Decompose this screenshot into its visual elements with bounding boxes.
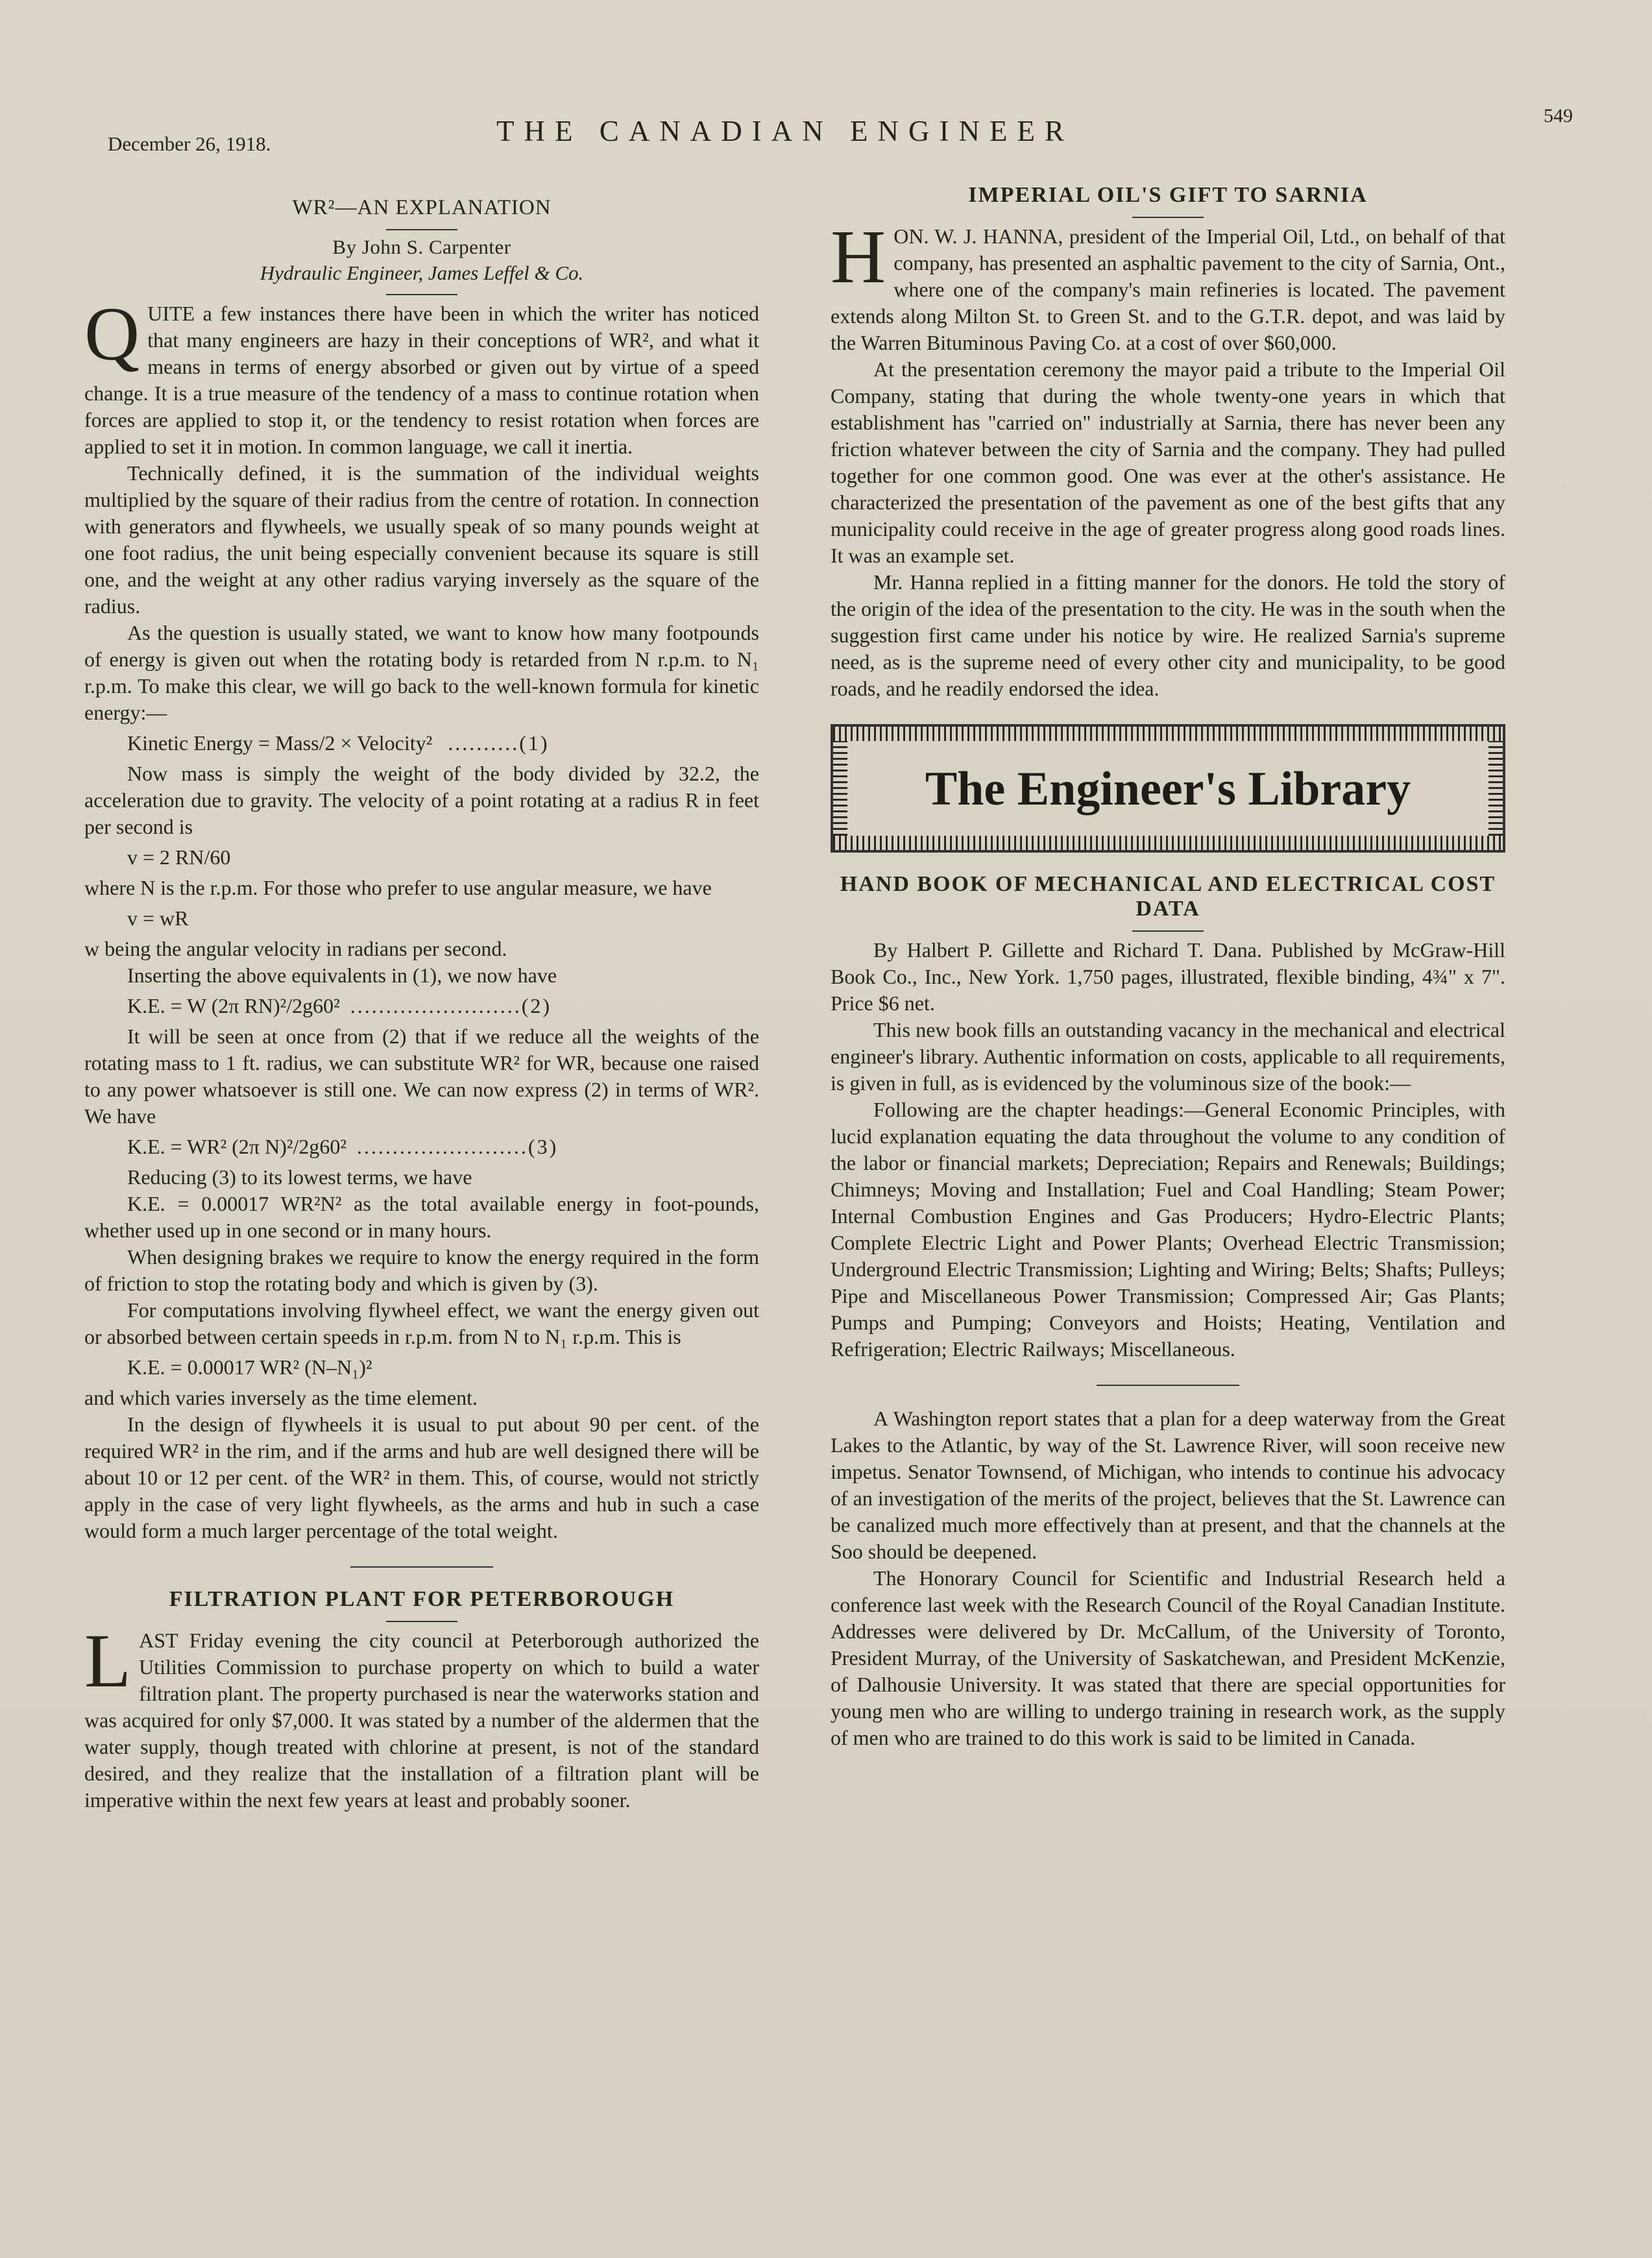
divider xyxy=(386,294,457,295)
paragraph: K.E. = 0.00017 WR²N² as the total available energy in foot-pounds, whether used up in one second or in many hours. xyxy=(84,1192,759,1242)
paragraph: LAST Friday evening the city council at Peterborough authorized the Utilities Commission to purchase property on which to build a water filtration plant. The property purchased is near the waterworks station and was acquired for only $7,000. It was stated by a number of the aldermen that the water supply, though treated with chlorine at present, is not of the standard desired, and they realize that the installation of a filtration plant will be imperative within the next few years at least and probably sooner. xyxy=(84,1618,759,1812)
divider xyxy=(386,229,457,230)
paragraph: For computations involving flywheel effect, we want the energy given out or absorbed between certain speeds in r.p.m. from N to N₁ r.p.m. This is xyxy=(84,1298,759,1348)
paragraph: In the design of flywheels it is usual to put about 90 per cent. of the required WR² in the rim, and if the arms and hub are well designed there will be about 10 or 12 per cent. of the WR² in them. This, of course, would not strictly apply in the case of very light flywheels, as the arms and hub in such a case would form a much larger percentage of the total weight. xyxy=(84,1413,759,1542)
equation-3: K.E. = WR² (2π N)²/2g60² ........................(3) xyxy=(127,1135,559,1158)
paragraph: The Honorary Council for Scientific and Industrial Research held a conference last week with the Research Council of the Royal Canadian Institute. Addresses were delivered by Dr. McCallum, of the University of Toronto, President Murray, of the University of Saskatchewan, and President McKenzie, of Dalhousie University. It was stated that there are special opportunities for young men who are willing to undergo training in research work, as the supply of men who are trained to do this work is said to be limited in Canada. xyxy=(831,1566,1505,1749)
drop-cap: H xyxy=(831,214,886,299)
paragraph: As the question is usually stated, we want to know how many footpounds of energy is given out when the rotating body is retarded from N r.p.m. to N₁ r.p.m. To make this clear, we will go back to the well-known formula for kinetic energy:— xyxy=(84,621,759,724)
paragraph: By Halbert P. Gillette and Richard T. Dana. Published by McGraw-Hill Book Co., Inc., New York. 1,750 pages, illustrated, flexible binding, 4¾" x 7". Price $6 net. xyxy=(831,938,1505,1015)
article-title-sarnia: IMPERIAL OIL'S GIFT TO SARNIA xyxy=(968,183,1368,207)
paragraph: Mr. Hanna replied in a fitting manner for the donors. He told the story of the origin of the idea of the presentation to the city. He was in the south when the suggestion first came under his notice by wire. He realized Sarnia's supreme need, as is the supreme need of every other city and municipality, to be good roads, and he readily endorsed the idea. xyxy=(831,570,1505,700)
paragraph: w being the angular velocity in radians per second. xyxy=(84,937,507,960)
article-title-wr2: WR²—AN EXPLANATION xyxy=(292,196,552,219)
paragraph: QUITE a few instances there have been in which the writer has noticed that many engineers are hazy in their conceptions of WR², and what it means in terms of energy absorbed or given out by virtue of a speed change. It is a true measure of the tendency of a mass to continue rotation when forces are applied to stop it, or the tendency to resist rotation when forces are applied to set it in motion. In common language, we call it inertia. xyxy=(84,291,759,458)
paragraph: Following are the chapter headings:—General Economic Principles, with lucid explanation equating the data throughout the volume to any condition of the labor or financial markets; Depreciation; Repairs and Renewals; Buildings; Chimneys; Moving and Installation; Fuel and Coal Handling; Steam Power; Internal Combustion Engines and Gas Producers; Hydro-Electric Plants; Complete Electric Light and Power Plants; Overhead Electric Transmission; Underground Electric Transmission; Lighting and Wiring; Belts; Shafts; Pulleys; Pipe and Miscellaneous Power Transmission; Compressed Air; Gas Plants; Pumps and Pumping; Conveyors and Hoists; Heating, Ventilation and Refrigeration; Electric Railways; Miscellaneous. xyxy=(831,1098,1505,1361)
paragraph: HON. W. J. HANNA, president of the Imperial Oil, Ltd., on behalf of that company, has presented an asphaltic pavement to the city of Sarnia, Ont., where one of the company's main refineries is located. The pavement extends along Milton St. to Green St. and to the G.T.R. depot, and was laid by the Warren Bituminous Paving Co. at a cost of over $60,000. xyxy=(831,214,1505,354)
equation-1: Kinetic Energy = Mass/2 × Velocity² ..........(1) xyxy=(127,731,550,755)
paragraph: Now mass is simply the weight of the body divided by 32.2, the acceleration due to gravity. The velocity of a point rotating at a radius R in feet per second is xyxy=(84,762,759,838)
banner-border xyxy=(833,836,1503,850)
issue-date: December 26, 1918. xyxy=(108,132,271,155)
paragraph: This new book fills an outstanding vacancy in the mechanical and electrical engineer's library. Authentic information on costs, applicable to all requirements, is given in full, as is evidenced by the voluminous size of the book:— xyxy=(831,1018,1505,1095)
drop-cap: Q xyxy=(84,291,140,376)
byline: By John S. Carpenter xyxy=(332,236,511,258)
equation-angular: v = wR xyxy=(127,906,189,930)
article-title-handbook: HAND BOOK OF MECHANICAL AND ELECTRICAL COST DATA xyxy=(840,872,1496,921)
paragraph: It will be seen at once from (2) that if we reduce all the weights of the rotating mass to 1 ft. radius, we can substitute WR² for WR, because one raised to any power whatsoever is still one. We can now express (2) in terms of WR². We have xyxy=(84,1025,759,1128)
paragraph: When designing brakes we require to know the energy required in the form of friction to stop the rotating body and which is given by (3). xyxy=(84,1245,759,1295)
page-number: 549 xyxy=(1544,105,1573,127)
banner-border xyxy=(833,727,1503,741)
running-head xyxy=(104,105,1573,162)
divider xyxy=(1132,930,1204,932)
paragraph: and which varies inversely as the time element. xyxy=(84,1386,478,1409)
paragraph: At the presentation ceremony the mayor paid a tribute to the Imperial Oil Company, stating that during the whole twenty-one years in which that establishment has "carried on" industrially at Sarnia, there has never been any friction whatever between the city of Sarnia and the company. They had pulled together for one common good. One was ever at the other's assistance. He characterized the presentation of the pavement as one of the best gifts that any municipality could receive in the age of greater progress along good roads lines. It was an example set. xyxy=(831,358,1505,567)
engineers-library-banner xyxy=(831,724,1505,853)
paragraph: Inserting the above equivalents in (1), we now have xyxy=(127,964,557,987)
section-divider xyxy=(1097,1385,1239,1386)
section-divider xyxy=(350,1566,493,1568)
equation-flywheel: K.E. = 0.00017 WR² (N–N₁)² xyxy=(127,1355,372,1379)
divider xyxy=(1132,217,1204,218)
byline-affiliation: Hydraulic Engineer, James Leffel & Co. xyxy=(260,261,584,284)
divider xyxy=(386,1621,457,1622)
equation-2: K.E. = W (2π RN)²/2g60² ........................(2) xyxy=(127,994,552,1017)
equation-velocity: v = 2 RN/60 xyxy=(127,845,231,869)
right-column xyxy=(831,175,1505,1751)
paragraph: A Washington report states that a plan for a deep waterway from the Great Lakes to the Atlantic, by way of the St. Lawrence River, will soon receive new impetus. Senator Townsend, of Michigan, who intends to continue his advocacy of an investigation of the merits of the project, believes that the St. Lawrence can be canalized much more effectively than at present, and that the channels at the Soo should be deepened. xyxy=(831,1407,1505,1563)
paragraph: Reducing (3) to its lowest terms, we have xyxy=(127,1165,472,1189)
paragraph: Technically defined, it is the summation of the individual weights multiplied by the square of their radius from the centre of rotation. In connection with generators and flywheels, we usually speak of so many pounds weight at one foot radius, the unit being especially convenient because its square is still one, and the weight at any other radius varying inversely as the square of the radius. xyxy=(84,461,759,618)
paragraph: where N is the r.p.m. For those who prefer to use angular measure, we have xyxy=(84,876,712,899)
banner-title: The Engineer's Library xyxy=(925,762,1411,816)
left-column xyxy=(84,188,759,1814)
journal-title: THE CANADIAN ENGINEER xyxy=(496,115,1074,147)
drop-cap: L xyxy=(84,1618,132,1703)
article-title-filtration: FILTRATION PLANT FOR PETERBOROUGH xyxy=(169,1587,675,1611)
